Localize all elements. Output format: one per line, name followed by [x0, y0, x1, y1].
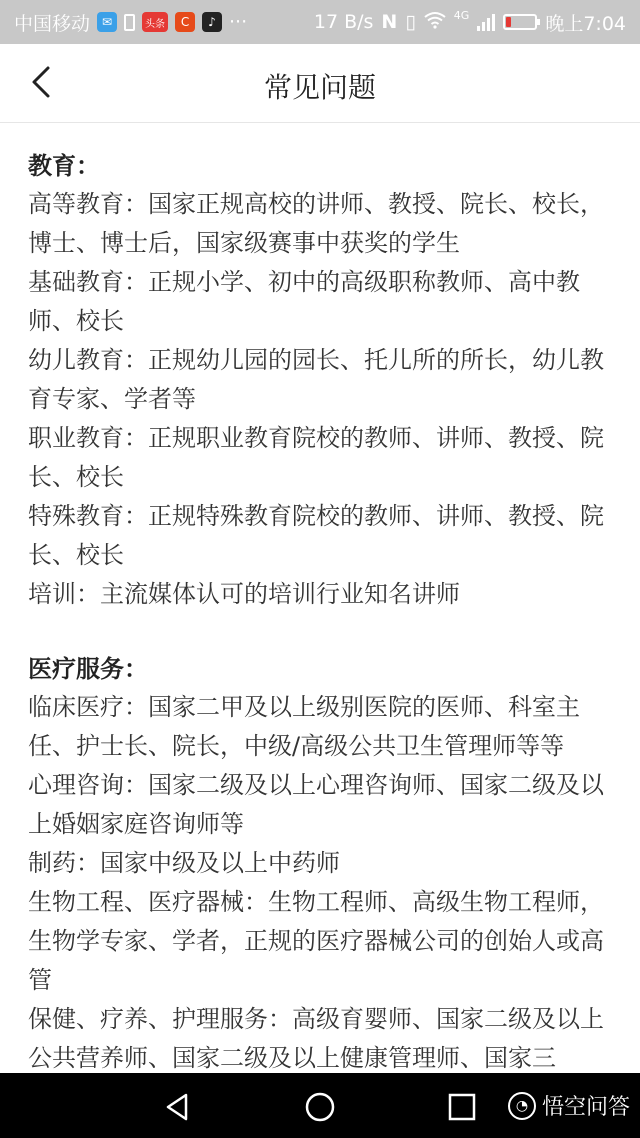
page-title: 常见问题: [263, 71, 376, 104]
faq-item: 幼儿教育：正规幼儿园的园长、托儿所的所长，幼儿教育专家、学者等: [28, 346, 604, 413]
c-app-icon: C: [175, 12, 195, 32]
faq-item: 培训：主流媒体认可的培训行业知名讲师: [28, 580, 460, 608]
faq-item: 保健、疗养、护理服务：高级育婴师、国家二级及以上公共营养师、国家二级及以上健康管理师、国家三: [28, 1005, 604, 1072]
status-bar: [0, 0, 640, 44]
faq-item: 职业教育：正规职业教育院校的教师、讲师、教授、院长、校长: [28, 424, 604, 491]
notification-app-icon: ✉: [97, 12, 117, 32]
faq-item: 生物工程、医疗器械：生物工程师、高级生物工程师，生物学专家、学者，正规的医疗器械公司的创始人或高管: [28, 888, 604, 994]
network-type-label: 4G: [453, 8, 470, 22]
triangle-back-icon: [162, 1091, 194, 1123]
vibrate-icon: ▯: [405, 11, 416, 33]
square-recents-icon: [446, 1091, 478, 1123]
watermark-text: 悟空问答: [541, 1095, 630, 1120]
carrier-label: 中国移动: [14, 12, 91, 35]
sim-icon: [124, 14, 135, 31]
faq-content[interactable]: [0, 123, 640, 1073]
tiktok-icon: ♪: [202, 12, 222, 32]
section-title: 医疗服务：: [28, 655, 148, 683]
faq-item: 心理咨询：国家二级及以上心理咨询师、国家二级及以上婚姻家庭咨询师等: [28, 771, 604, 838]
nav-recents-button[interactable]: [446, 1091, 478, 1123]
toutiao-icon: 头条: [142, 12, 168, 32]
faq-item: 临床医疗：国家二甲及以上级别医院的医师、科室主任、护士长、院长，中级/高级公共卫生管理师等等: [28, 693, 580, 760]
watermark: [508, 1090, 630, 1121]
nfc-icon: N: [381, 11, 398, 33]
wifi-icon: [424, 11, 446, 34]
faq-item: 制药：国家中级及以上中药师: [28, 849, 340, 877]
clock: 晚上7:04: [545, 12, 626, 35]
battery-icon: [503, 14, 537, 30]
faq-item: 特殊教育：正规特殊教育院校的教师、讲师、教授、院长、校长: [28, 502, 604, 569]
section-title: 教育：: [28, 152, 100, 180]
nav-home-button[interactable]: [304, 1091, 336, 1123]
wukong-logo-icon: ◔: [508, 1092, 536, 1120]
signal-icon: [477, 13, 495, 31]
system-nav-bar: [0, 1073, 640, 1138]
top-bar: [0, 44, 640, 123]
faq-section-medical: [28, 650, 608, 1073]
faq-item: 高等教育：国家正规高校的讲师、教授、院长、校长，博士、博士后，国家级赛事中获奖的学生: [28, 190, 604, 257]
network-speed: 17 B/s: [313, 11, 374, 33]
circle-home-icon: [304, 1091, 336, 1123]
faq-section-education: [28, 147, 608, 614]
nav-back-button[interactable]: [162, 1091, 194, 1123]
more-icon: ···: [229, 11, 248, 33]
faq-item: 基础教育：正规小学、初中的高级职称教师、高中教师、校长: [28, 268, 580, 335]
